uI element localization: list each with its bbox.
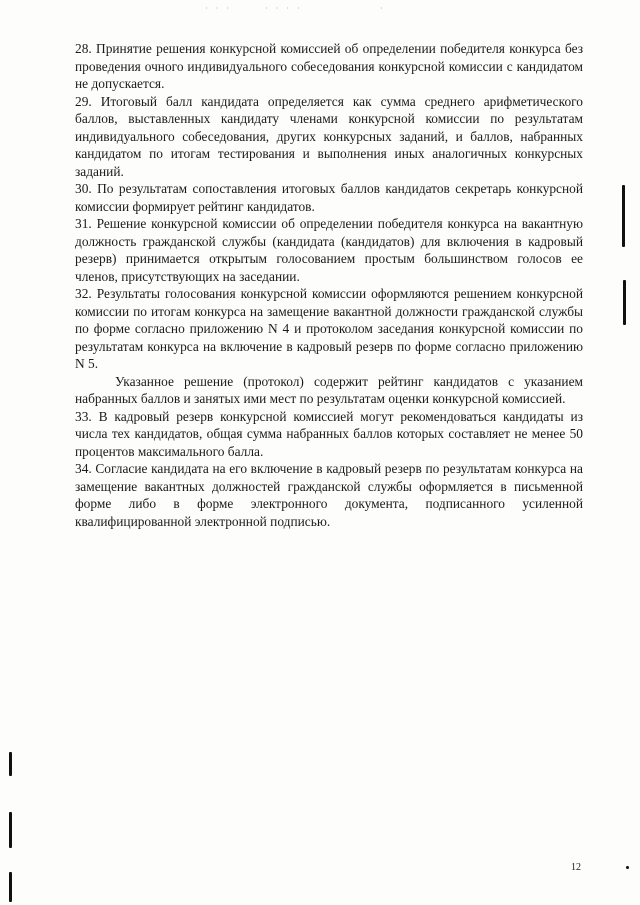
document-body <box>75 40 583 530</box>
scan-artifact-mark <box>9 872 12 902</box>
paragraph-29: 29. Итоговый балл кандидата определяется как сумма среднего арифметического баллов, выставленных кандидату членами конкурсной комиссии по результатам индивидуального собеседования, других конкурсных заданий, и баллов, набранных кандидатом по итогам тестирования и выполнения иных аналогичных конкурсных заданий. <box>75 93 583 179</box>
paragraph-30: 30. По результатам сопоставления итоговых баллов кандидатов секретарь конкурсной комиссии формирует рейтинг кандидатов. <box>75 181 583 214</box>
paragraph-28: 28. Принятие решения конкурсной комиссией об определении победителя конкурса без проведения очного индивидуального собеседования конкурсной комиссии с кандидатом не допускается. <box>75 41 583 91</box>
scan-artifact-mark <box>622 185 625 247</box>
scan-artifact-mark <box>9 752 12 776</box>
paragraph-32: 32. Результаты голосования конкурсной комиссии оформляются решением конкурсной комиссии по итогам конкурса на замещение вакантной должности гражданской службы по форме согласно приложению N 4 и протоколом заседания конкурсной комиссии по результатам конкурса на включение в кадровый резерв по форме согласно приложению N 5. <box>75 286 583 371</box>
scan-artifact-dot <box>626 866 629 869</box>
paragraph-34: 34. Согласие кандидата на его включение в кадровый резерв по результатам конкурса на замещение вакантных должностей гражданской службы оформляется в письменной форме либо в форме электронного документа, подписанного усиленной квалифицированной электронной подписью. <box>75 461 583 529</box>
paragraph-31: 31. Решение конкурсной комиссии об определении победителя конкурса на вакантную должность гражданской службы (кандидата (кандидатов) для включения в кадровый резерв) принимается открытым голосованием простым большинством голосов ее членов, присутствующих на заседании. <box>75 216 583 284</box>
scan-noise: · · · <box>205 4 232 13</box>
scan-artifact-mark <box>623 280 626 325</box>
paragraph-33: 33. В кадровый резерв конкурсной комиссией могут рекомендоваться кандидаты из числа тех кандидатов, общая сумма набранных баллов которых составляет не менее 50 процентов максимального балла. <box>75 408 583 459</box>
paragraph-32-continuation: Указанное решение (протокол) содержит рейтинг кандидатов с указанием набранных баллов и занятых ими мест по результатам оценки конкурсной комиссией. <box>75 373 583 406</box>
scan-artifact-mark <box>9 812 12 848</box>
scan-noise: · <box>380 4 386 13</box>
scan-noise: · · · · <box>265 4 303 13</box>
page-number: 12 <box>571 862 581 873</box>
